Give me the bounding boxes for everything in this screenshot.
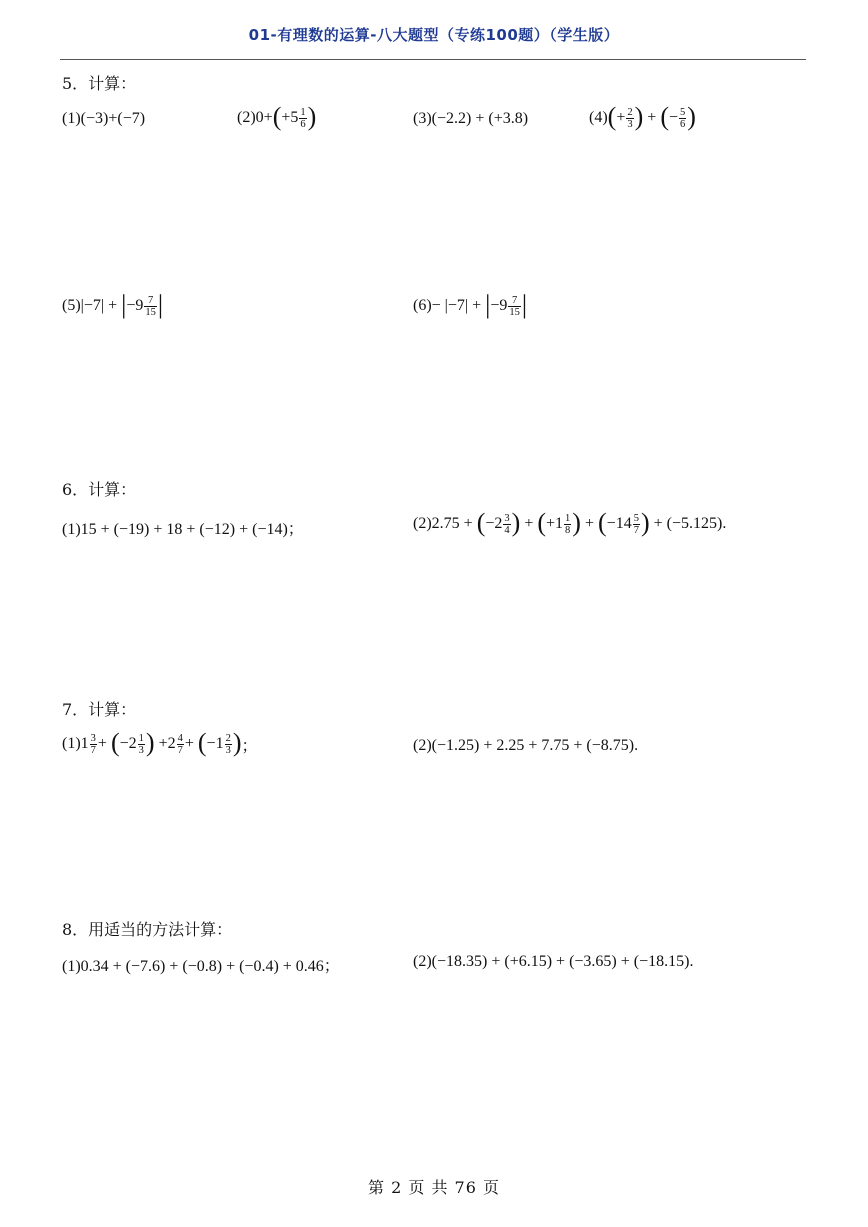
q7-part-1-prefix: (1)1: [62, 735, 89, 752]
numerator: 3: [90, 732, 96, 744]
numerator: 4: [177, 732, 183, 744]
q5-part-4-b-sign: −: [668, 109, 679, 126]
q5-part-5: [62, 290, 164, 319]
right-paren: ): [145, 728, 155, 757]
left-paren: (: [607, 102, 617, 131]
q7-part-2: [413, 737, 638, 755]
left-paren: (: [476, 508, 486, 537]
abs-bar-left: |: [121, 290, 127, 319]
q5-part-1-text: (1)(−3)+(−7): [62, 110, 146, 127]
numerator: 1: [565, 512, 571, 524]
q5-part-4-op: +: [647, 109, 657, 126]
plus-sign: +: [524, 515, 534, 532]
denominator: 3: [138, 744, 144, 756]
fraction: [679, 107, 686, 130]
q5-part-4-prefix: (4): [589, 109, 608, 126]
q5-part-2-sign: +5: [281, 109, 299, 126]
q8-part-2-text: (2)(−18.35) + (+6.15) + (−3.65) + (−18.15).: [413, 953, 694, 970]
q5-part-3: [413, 110, 528, 128]
numerator: 3: [504, 512, 510, 524]
q7-part-2-text: (2)(−1.25) + 2.25 + 7.75 + (−8.75).: [413, 737, 639, 754]
q5-part-5-inner: −9: [126, 297, 144, 314]
numerator: 5: [633, 512, 639, 524]
denominator: 8: [565, 524, 571, 536]
denominator: 6: [680, 118, 686, 130]
denominator: 6: [300, 118, 306, 130]
q5-part-6: [413, 290, 528, 319]
numerator: 2: [627, 106, 633, 118]
mixed-whole: +1: [546, 515, 564, 532]
denominator: 7: [633, 524, 639, 536]
right-paren: ): [687, 102, 696, 131]
mixed-whole: −2: [119, 735, 137, 752]
q7-part-1: [62, 728, 258, 757]
q8-part-2: [413, 953, 693, 971]
question-6-title: 6．计算：: [62, 480, 137, 499]
q5-part-6-inner: −9: [490, 297, 508, 314]
fraction: [225, 733, 232, 756]
question-5-title: 5．计算：: [62, 74, 137, 93]
fraction: [138, 733, 145, 756]
fraction: [626, 107, 633, 130]
q6-part-2-prefix: (2)2.75 +: [413, 515, 473, 532]
numerator: 2: [225, 732, 231, 744]
left-paren: (: [272, 102, 282, 131]
q5-part-2: [237, 102, 317, 131]
fraction: [633, 513, 640, 536]
fraction: [299, 107, 306, 130]
denominator: 7: [90, 744, 96, 756]
mixed-whole: −2: [485, 515, 503, 532]
q8-part-1: [62, 953, 340, 976]
denominator: 3: [225, 744, 231, 756]
right-paren: ): [307, 102, 317, 131]
question-7-title: 7．计算：: [62, 700, 137, 719]
left-paren: (: [598, 508, 607, 537]
denominator: 4: [504, 524, 510, 536]
mixed-whole: −1: [206, 735, 224, 752]
q6-part-2-suffix: + (−5.125).: [653, 515, 727, 532]
numerator: 1: [138, 732, 144, 744]
q6-part-1-text: (1)15 + (−19) + 18 + (−12) + (−14)；: [62, 521, 304, 538]
numerator: 5: [680, 106, 686, 118]
left-paren: (: [110, 728, 120, 757]
q5-part-4-a-sign: +: [616, 109, 626, 126]
q5-part-2-prefix: (2)0+: [237, 109, 273, 126]
q6-part-2: [413, 508, 727, 537]
page-footer: 第 2 页 共 76 页: [368, 1178, 500, 1197]
fraction: [564, 513, 571, 536]
left-paren: (: [660, 102, 669, 131]
right-paren: ): [232, 728, 242, 757]
fraction: [177, 733, 184, 756]
denominator: 15: [509, 306, 520, 318]
right-paren: ): [572, 508, 581, 537]
q7-part-1-suffix: ；: [241, 737, 258, 755]
denominator: 3: [627, 118, 633, 130]
numerator: 7: [147, 294, 154, 306]
q8-part-1-text: (1)0.34 + (−7.6) + (−0.8) + (−0.4) + 0.46；: [62, 958, 340, 975]
abs-bar-left: |: [485, 290, 491, 319]
right-paren: ): [511, 508, 521, 537]
fraction: [144, 295, 157, 318]
q5-part-3-text: (3)(−2.2) + (+3.8): [413, 110, 529, 127]
q5-part-6-prefix: (6)− |−7| +: [413, 297, 482, 314]
numerator: 1: [300, 106, 306, 118]
mixed-whole: +2: [158, 735, 176, 752]
q5-part-5-prefix: (5)|−7| +: [62, 297, 118, 314]
left-paren: (: [197, 728, 207, 757]
numerator: 7: [512, 294, 518, 306]
mixed-whole: −14: [606, 515, 632, 532]
header-title: 01-有理数的运算-八大题型（专练100题）（学生版）: [248, 26, 620, 44]
right-paren: ): [634, 102, 644, 131]
abs-bar-right: |: [157, 290, 164, 319]
header-rule: [60, 59, 806, 60]
q5-part-4: [589, 102, 696, 131]
fraction: [508, 295, 521, 318]
left-paren: (: [537, 508, 547, 537]
q5-part-1: [62, 110, 145, 128]
denominator: 15: [145, 306, 156, 318]
fraction: [503, 513, 510, 536]
plus-sign: +: [184, 735, 194, 752]
right-paren: ): [640, 508, 650, 537]
plus-sign: +: [97, 735, 107, 752]
fraction: [90, 733, 97, 756]
q6-part-1: [62, 516, 304, 539]
abs-bar-right: |: [521, 290, 528, 319]
denominator: 7: [177, 744, 183, 756]
question-8-title: 8．用适当的方法计算：: [62, 920, 233, 939]
plus-sign: +: [584, 515, 594, 532]
